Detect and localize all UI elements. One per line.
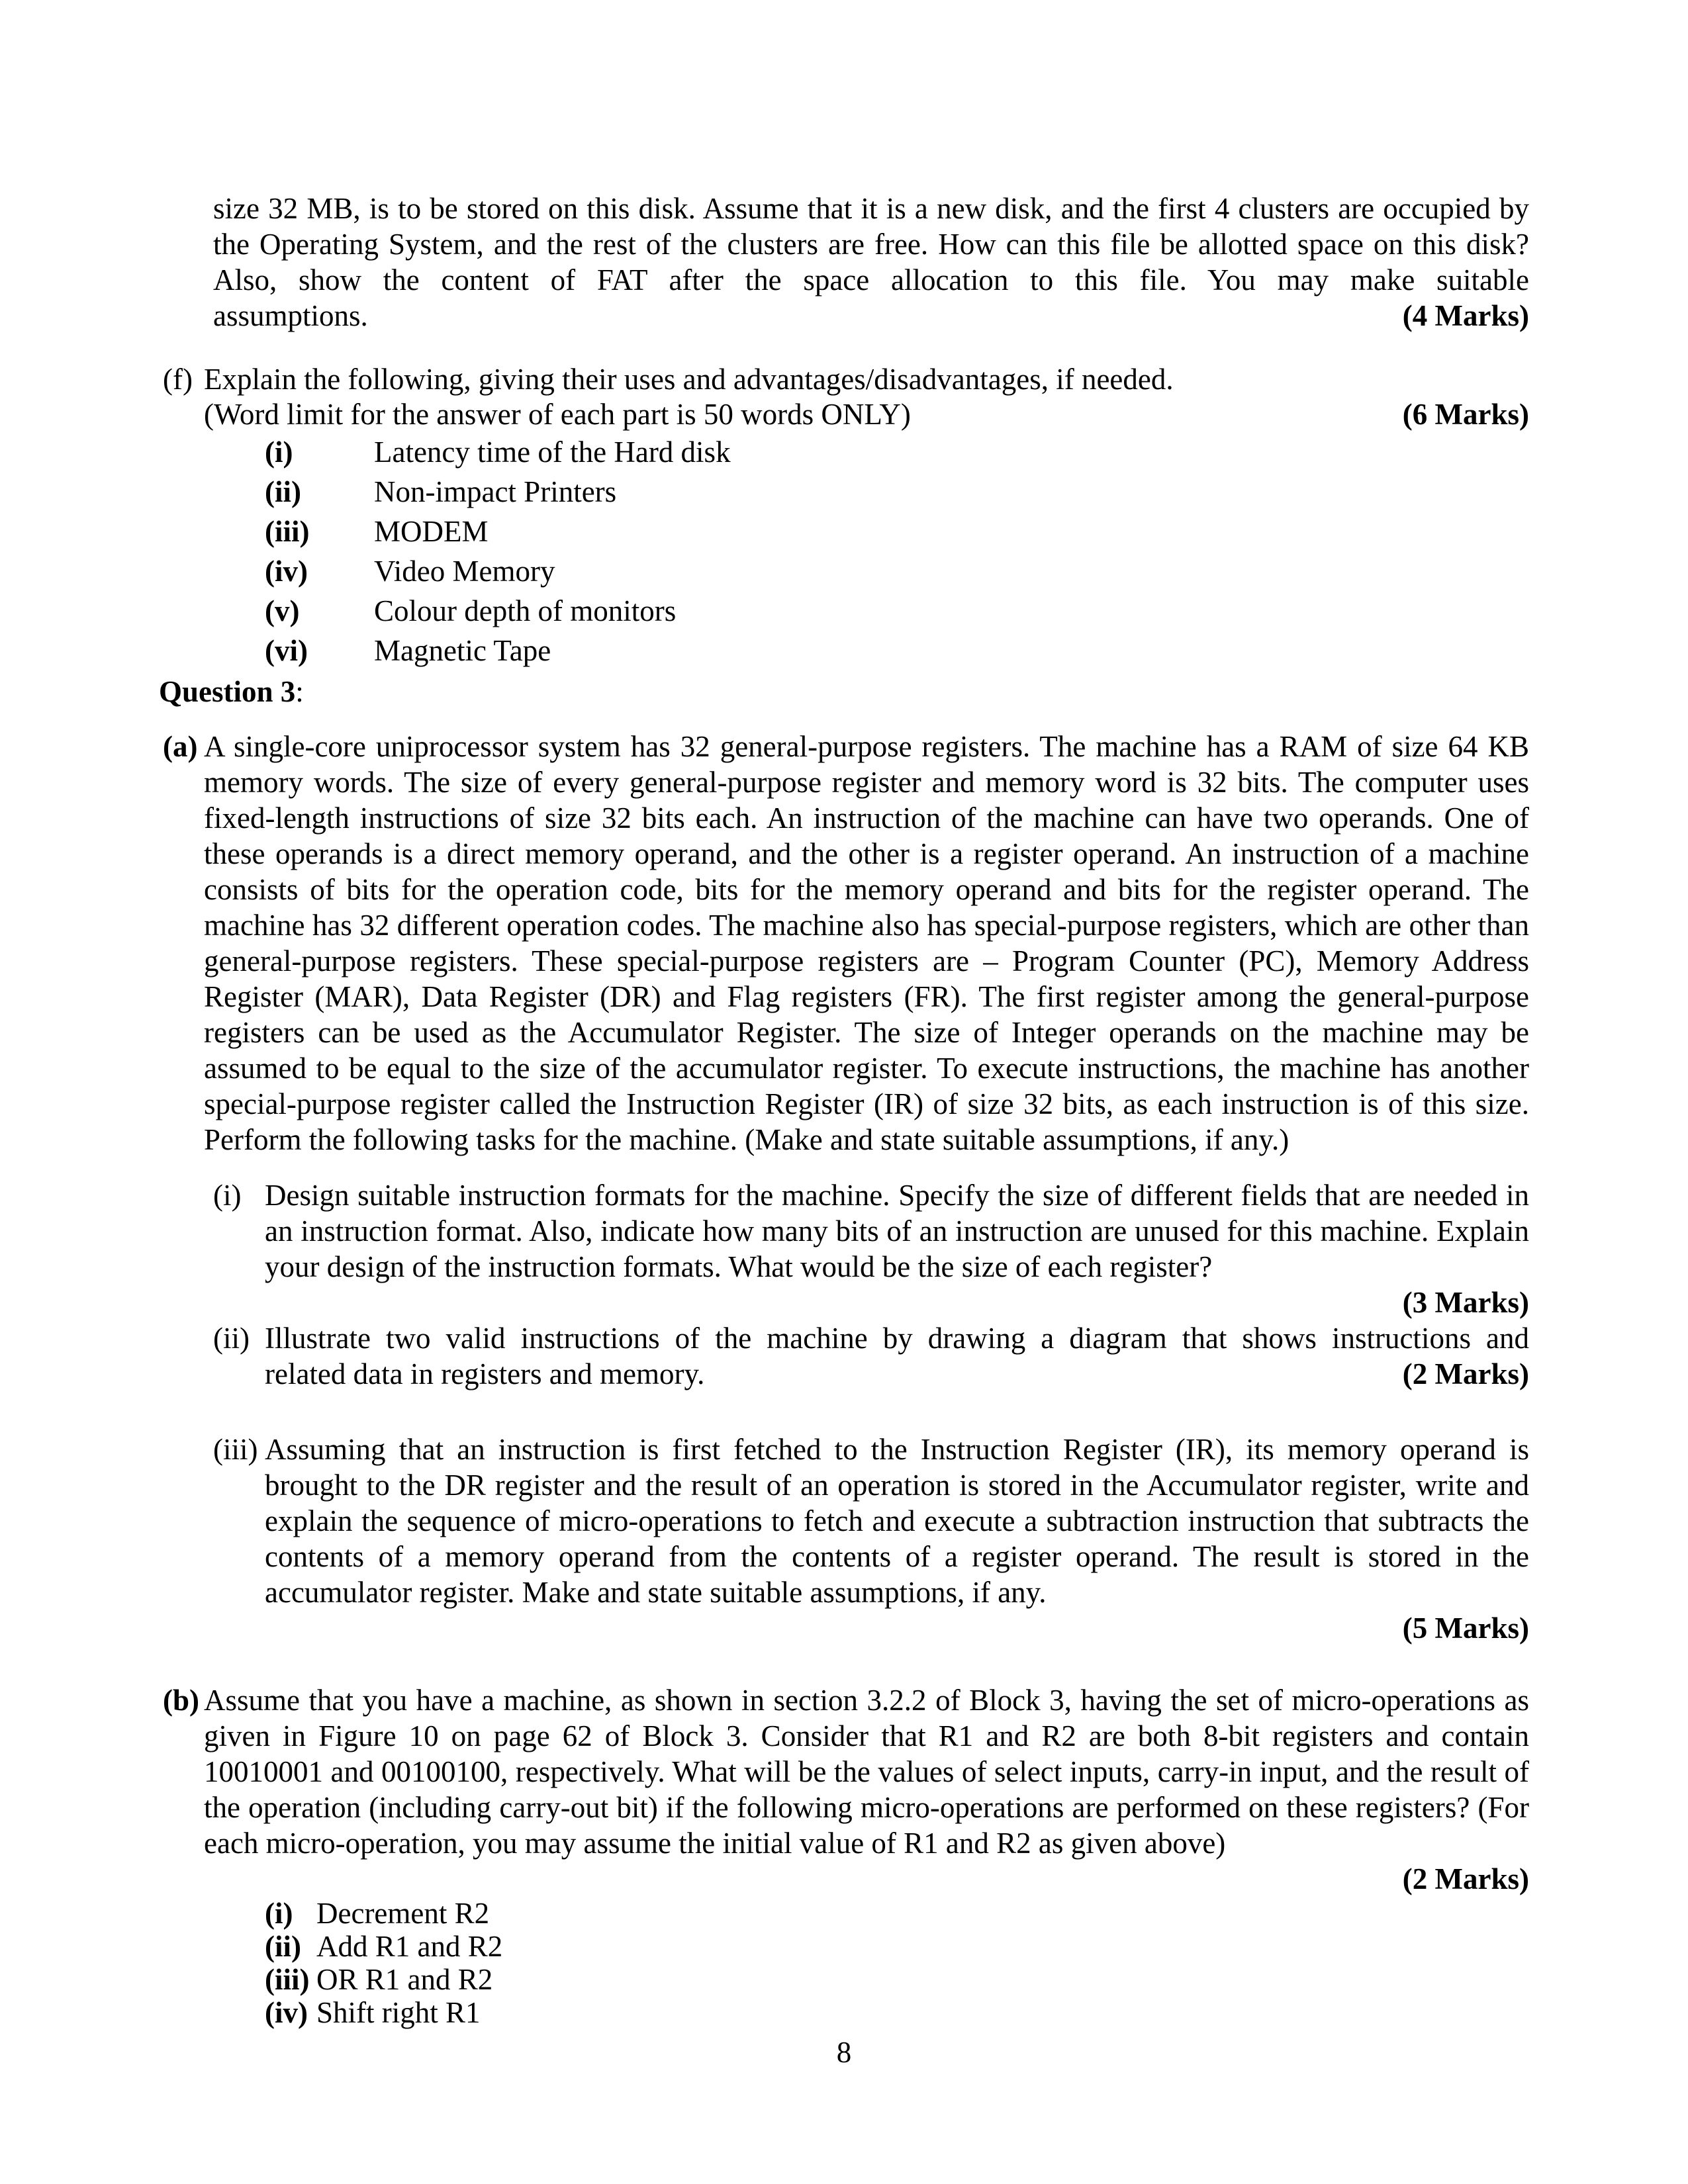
- item-a-sub-iii-marker: (iii): [213, 1433, 258, 1466]
- f-sublist-item-ii: [265, 472, 1529, 512]
- marks-5: (5 Marks): [1402, 1612, 1529, 1645]
- item-f-marker: (f): [163, 363, 193, 396]
- b-sublist-item-iv: [265, 1996, 1529, 2029]
- f-sublist-marker-i: (i): [265, 435, 293, 469]
- item-f-line1: Explain the following, giving their uses and advantages/disadvantages, if needed.: [204, 363, 1174, 396]
- marks-3: (3 Marks): [1402, 1286, 1529, 1319]
- item-b: [159, 1682, 1529, 1897]
- b-sublist-marker-ii: (ii): [265, 1930, 301, 1963]
- f-sublist-label-iii: MODEM: [374, 515, 489, 548]
- item-f-word-limit: (Word limit for the answer of each part is 50 words ONLY): [204, 398, 911, 431]
- b-sublist-marker-i: (i): [265, 1897, 293, 1930]
- item-a-sub-iii: [213, 1432, 1529, 1646]
- f-sublist-item-i: [265, 432, 1529, 472]
- b-sublist-marker-iv: (iv): [265, 1996, 308, 2029]
- f-sublist-marker-iii: (iii): [265, 515, 310, 548]
- question-3-colon: :: [295, 675, 304, 708]
- item-a-sub-ii-marker: (ii): [213, 1322, 250, 1355]
- item-a-sub-ii-line2-row: [265, 1356, 1529, 1392]
- f-sublist-marker-v: (v): [265, 594, 300, 627]
- b-sublist-item-ii: [265, 1930, 1529, 1963]
- f-sublist-label-vi: Magnetic Tape: [374, 634, 551, 667]
- b-sublist-label-iv: Shift right R1: [316, 1996, 481, 2029]
- marks-2b: (2 Marks): [1402, 1862, 1529, 1895]
- f-sublist-marker-vi: (vi): [265, 634, 308, 667]
- b-sublist-label-iii: OR R1 and R2: [316, 1963, 493, 1996]
- b-sublist-item-i: [265, 1897, 1529, 1930]
- f-sublist-marker-iv: (iv): [265, 555, 308, 588]
- question-3-title: Question 3: [159, 675, 296, 708]
- item-a-sub-i: [213, 1177, 1529, 1320]
- f-sublist-item-iii: [265, 512, 1529, 551]
- item-a-marker: (a): [163, 730, 198, 763]
- item-a-sub-i-paragraph: Design suitable instruction formats for the machine. Specify the size of different fields that are needed in an instruction format. Also, indicate how many bits of an instruction are unused for this machine. Explain your design of the instruction formats. What would be the size of each register?: [265, 1179, 1529, 1283]
- intro-paragraph-text: size 32 MB, is to be stored on this disk. Assume that it is a new disk, and the first 4 clusters are occupied by the Operating System, and the rest of the clusters are free. How can this file be allotted space on this disk? Also, show the content of FAT after the space allocation to this file. You may make suitable: [213, 192, 1529, 296]
- item-a-sub-iii-paragraph: Assuming that an instruction is first fetched to the Instruction Register (IR), its memory operand is brought to the DR register and the result of an operation is stored in the Accumulator register, write and explain the sequence of micro-operations to fetch and execute a subtraction instruction that subtracts the contents of a memory operand from the contents of a register operand. The result is stored in the accumulator register. Make and state suitable assumptions, if any.: [265, 1433, 1529, 1609]
- item-a-sub-ii: [213, 1320, 1529, 1392]
- f-sublist-label-iv: Video Memory: [374, 555, 555, 588]
- b-sublist-label-ii: Add R1 and R2: [316, 1930, 503, 1963]
- page-number: 8: [836, 2036, 852, 2069]
- item-a-sub-ii-line1: Illustrate two valid instructions of the machine by drawing a diagram that shows instructions and: [265, 1322, 1529, 1355]
- marks-6: (6 Marks): [1402, 398, 1529, 431]
- f-sublist-item-vi: [265, 631, 1529, 670]
- item-a-sub-i-marker: (i): [213, 1179, 242, 1212]
- b-sublist: [159, 1897, 1529, 2029]
- f-sublist-label-i: Latency time of the Hard disk: [374, 435, 731, 469]
- item-a-paragraph: A single-core uniprocessor system has 32 general-purpose registers. The machine has a RAM of size 64 KB memory words. The size of every general-purpose register and memory word is 32 bits. The computer uses fixed-length instructions of size 32 bits each. An instruction of the machine can have two operands. One of these operands is a direct memory operand, and the other is a register operand. An instruction of a machine consists of bits for the operation code, bits for the memory operand and bits for the register operand. The machine has 32 different operation codes. The machine also has special-purpose registers, which are other than general-purpose registers. These special-purpose registers are – Program Counter (PC), Memory Address Register (MAR), Data Register (DR) and Flag registers (FR). The first register among the general-purpose registers can be used as the Accumulator Register. The size of Integer operands on the machine may be assumed to be equal to the size of the accumulator register. To execute instructions, the machine has another special-purpose register called the Instruction Register (IR) of size 32 bits, as each instruction is of this size. Perform the following tasks for the machine. (Make and state suitable assumptions, if any.): [204, 730, 1529, 1156]
- item-b-paragraph: Assume that you have a machine, as shown in section 3.2.2 of Block 3, having the set of micro-operations as given in Figure 10 on page 62 of Block 3. Consider that R1 and R2 are both 8-bit registers and contain 10010001 and 00100100, respectively. What will be the values of select inputs, carry-in input, and the result of the operation (including carry-out bit) if the following micro-operations are performed on these registers? (For each micro-operation, you may assume the initial value of R1 and R2 as given above): [204, 1684, 1529, 1860]
- b-sublist-item-iii: [265, 1963, 1529, 1996]
- intro-last-line-row: [213, 298, 1529, 334]
- question-3-heading: [159, 674, 1529, 709]
- f-sublist-item-v: [265, 591, 1529, 631]
- page-content: [159, 191, 1529, 2069]
- b-sublist-marker-iii: (iii): [265, 1963, 310, 1996]
- f-sublist: [159, 432, 1529, 670]
- item-a: [159, 729, 1529, 1158]
- f-sublist-item-iv: [265, 551, 1529, 591]
- item-a-sub-ii-line2: related data in registers and memory.: [265, 1357, 705, 1390]
- item-b-marker: (b): [163, 1684, 199, 1717]
- intro-paragraph-block: [213, 191, 1529, 334]
- marks-2a: (2 Marks): [1402, 1357, 1529, 1390]
- f-sublist-label-v: Colour depth of monitors: [374, 594, 677, 627]
- item-f-line2-row: [204, 397, 1529, 432]
- item-f: [159, 362, 1529, 432]
- f-sublist-marker-ii: (ii): [265, 475, 301, 508]
- marks-4: (4 Marks): [1402, 299, 1529, 332]
- b-sublist-label-i: Decrement R2: [316, 1897, 490, 1930]
- intro-last-line: assumptions.: [213, 299, 368, 332]
- f-sublist-label-ii: Non-impact Printers: [374, 475, 617, 508]
